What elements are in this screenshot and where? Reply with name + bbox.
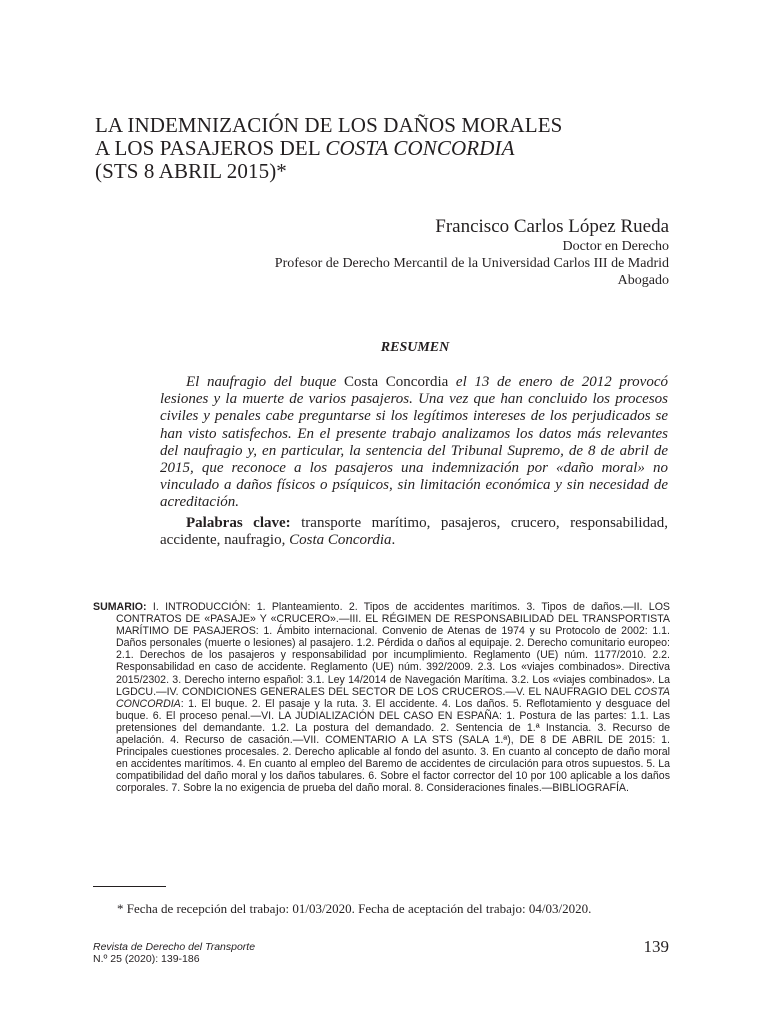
journal-issue: N.º 25 (2020): 139-186 xyxy=(93,953,200,965)
abstract-text-start: El naufragio del buque xyxy=(186,374,344,390)
keywords-end: . xyxy=(391,532,396,549)
summary-text-end: : 1. El buque. 2. El pasaje y la ruta. 3. El accidente. 4. Los daños. 5. Reflotamiento y desguace del buque. 6. El proceso penal.—VI. LA JUDIALIZACIÓN DEL CASO EN ESPAÑA: 1. Postura de las partes: 1.1. Las pretensiones del demandante. 1.2. La postura del demandado. 2. Sentencia de 1.ª Instancia. 3. Recurso de apelación. 4. Recurso de casación.—VII. COMENTARIO A LA STS (SALA 1.ª), DE 8 DE ABRIL DE 2015: 1. Principales cuestiones procesales. 2. Derecho aplicable al fondo del asunto. 3. En cuanto al concepto de daño moral en accidentes marítimos. 4. En cuanto al empleo del Baremo de accidentes de circulación para otros supuestos. 5. La compatibilidad del daño moral y los daños tabulares. 6. Sobre el factor corrector del 10 por 100 aplicable a los daños corporales. 7. Sobre la no exigencia de prueba del daño moral. 8. Consideraciones finales.—BIBLIOGRAFÍA. xyxy=(116,697,670,795)
summary-text-start: I. INTRODUCCIÓN: 1. Planteamiento. 2. Tipos de accidentes marítimos. 3. Tipos de daños.—II. LOS CONTRATOS DE «PASAJE» Y «CRUCERO».—III. EL RÉGIMEN DE RESPONSABILIDAD DEL TRANSPORTISTA MARÍTIMO DE PASAJEROS: 1. Ámbito internacional. Convenio de Atenas de 1974 y su Protocolo de 2002: 1.1. Daños personales (muerte o lesiones) al pasajero. 1.2. Pérdida o daños al equipaje. 2. Derecho comunitario europeo: 2.1. Derechos de los pasajeros y responsabilidad por incumplimiento. Reglamento (UE) núm. 1177/2010. 2.2. Responsabilidad en caso de accidente. Reglamento (UE) núm. 392/2009. 2.3. Los «viajes combinados». Directiva 2015/2302. 3. Derecho interno español: 3.1. Ley 14/2014 de Navegación Marítima. 3.2. Los «viajes combinados». La LGDCU.—IV. CONDICIONES GENERALES DEL SECTOR DE LOS CRUCEROS.—V. EL NAUFRAGIO DEL xyxy=(116,601,670,698)
keywords-paragraph xyxy=(160,515,668,549)
summary-label: SUMARIO: xyxy=(93,601,147,613)
title-line-1: LA INDEMNIZACIÓN DE LOS DAÑOS MORALES xyxy=(95,113,563,137)
keywords-text: transporte marítimo, pasajeros, crucero, responsabilidad, accidente, naufragio, xyxy=(160,515,668,549)
title-line-3: (STS 8 ABRIL 2015)* xyxy=(95,159,287,183)
keywords-ship-name: Costa Concordia xyxy=(289,532,392,549)
author-affiliation-role: Abogado xyxy=(617,273,669,288)
title-line-2-text: A LOS PASAJEROS DEL xyxy=(95,136,326,160)
journal-name: Revista de Derecho del Transporte xyxy=(93,941,256,953)
footnote: * Fecha de recepción del trabajo: 01/03/2020. Fecha de aceptación del trabajo: 04/03/2020. xyxy=(117,901,592,916)
summary-paragraph xyxy=(93,601,670,795)
title-line-2 xyxy=(95,137,695,160)
journal-reference xyxy=(93,941,255,965)
article-title xyxy=(95,114,695,183)
keywords-label: Palabras clave: xyxy=(186,515,291,531)
abstract-paragraph xyxy=(160,374,668,512)
author-affiliation-degree: Doctor en Derecho xyxy=(562,239,669,254)
author-name: Francisco Carlos López Rueda xyxy=(435,216,669,237)
page-number: 139 xyxy=(643,937,669,956)
author-affiliation-position: Profesor de Derecho Mercantil de la Universidad Carlos III de Madrid xyxy=(274,256,669,271)
footnote-divider xyxy=(93,886,166,887)
summary-ship-name: COSTA CONCORDIA xyxy=(116,685,670,710)
author-block xyxy=(275,216,669,289)
abstract-heading: RESUMEN xyxy=(380,340,450,355)
abstract-text-body: el 13 de enero de 2012 provocó lesiones y la muerte de varios pasajeros. Una vez que han concluido los procesos civiles y penales cabe preguntarse si los legítimos intereses de los perjudicados se han visto satisfechos. En el presente trabajo analizamos los datos más relevantes del naufragio y, en particular, la sentencia del Tribunal Supremo, de 8 de abril de 2015, que reconoce a los pasajeros una indemnización por «daño moral» no vinculado a daños físicos o psíquicos, sin limitación económica y sin necesidad de acreditación. xyxy=(160,374,668,511)
title-ship-name: COSTA CONCORDIA xyxy=(325,136,515,160)
abstract-ship-name: Costa Concordia xyxy=(344,374,449,390)
